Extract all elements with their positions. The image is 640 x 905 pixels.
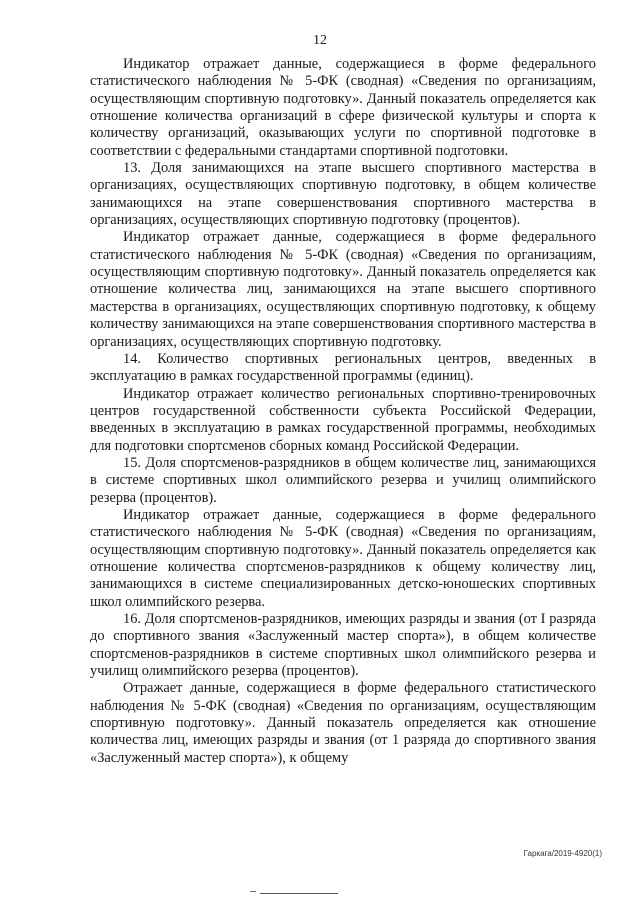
paragraph-item-16: 16. Доля спортсменов-разрядников, имеющих разряды и звания (от I разряда до спортивного звания «Заслуженный мастер спорта»), в общем количестве спортсменов-разрядников в системе спортивных школ олимпийского резерва и училищ олимпийского резерва (процентов). — [90, 611, 596, 680]
paragraph-indicator-1: Индикатор отражает данные, содержащиеся в форме федерального статистического наблюдения № 5-ФК (сводная) «Сведения по организациям, осуществляющим спортивную подготовку». Данный показатель определяется как отношение количества организаций в сфере физической культуры и спорта к количеству организаций, оказывающих услуги по спортивной подготовке в соответствии с федеральными стандартами спортивной подготовки. — [90, 56, 596, 159]
paragraph-indicator-15: Индикатор отражает данные, содержащиеся в форме федерального статистического наблюдения № 5-ФК (сводная) «Сведения по организациям, осуществляющим спортивную подготовку». Данный показатель определяется как отношение количества спортсменов-разрядников к общему количеству лиц, занимающихся в системе специализированных детско-юношеских спортивных школ олимпийского резерва. — [90, 506, 596, 610]
paragraph-item-15: 15. Доля спортсменов-разрядников в общем количестве лиц, занимающихся в системе спортивных школ олимпийского резерва и училищ олимпийского резерва (процентов). — [90, 454, 596, 506]
paragraph-indicator-13: Индикатор отражает данные, содержащиеся в форме федерального статистического наблюдения № 5-ФК (сводная) «Сведения по организациям, осуществляющим спортивную подготовку». Данный показатель определяется как отношение количества лиц, занимающихся на этапе высшего спортивного мастерства в организациях, осуществляющих спортивную подготовку, к общему количеству занимающихся на этапе совершенствования спортивного мастерства в организациях, осуществляющих спортивную подготовку. — [90, 229, 596, 350]
document-code: Гаркага/2019-4920(1) — [523, 849, 602, 858]
bottom-rule — [260, 893, 338, 894]
paragraph-item-13: 13. Доля занимающихся на этапе высшего спортивного мастерства в организациях, осуществляющих спортивную подготовку, в общем количестве занимающихся на этапе совершенствования спортивного мастерства в организациях, осуществляющих спортивную подготовку (процентов). — [90, 160, 596, 229]
bottom-mark — [250, 891, 256, 892]
paragraph-indicator-16: Отражает данные, содержащиеся в форме федерального статистического наблюдения № 5-ФК (сводная) «Сведения по организациям, осуществляющим спортивную подготовку». Данный показатель определяется как отношение количества лиц, имеющих разряды и звания (от 1 разряда до спортивного звания «Заслуженный мастер спорта»), к общему — [90, 680, 596, 766]
paragraph-item-14: 14. Количество спортивных региональных центров, введенных в эксплуатацию в рамках государственной программы (единиц). — [90, 350, 596, 385]
document-body — [90, 56, 596, 767]
paragraph-indicator-14: Индикатор отражает количество региональных спортивно-тренировочных центров государственной собственности субъекта Российской Федерации, введенных в эксплуатацию в рамках государственной программы, необходимых для подготовки спортсменов сборных команд Российской Федерации. — [90, 385, 596, 454]
page-number: 12 — [313, 33, 327, 48]
